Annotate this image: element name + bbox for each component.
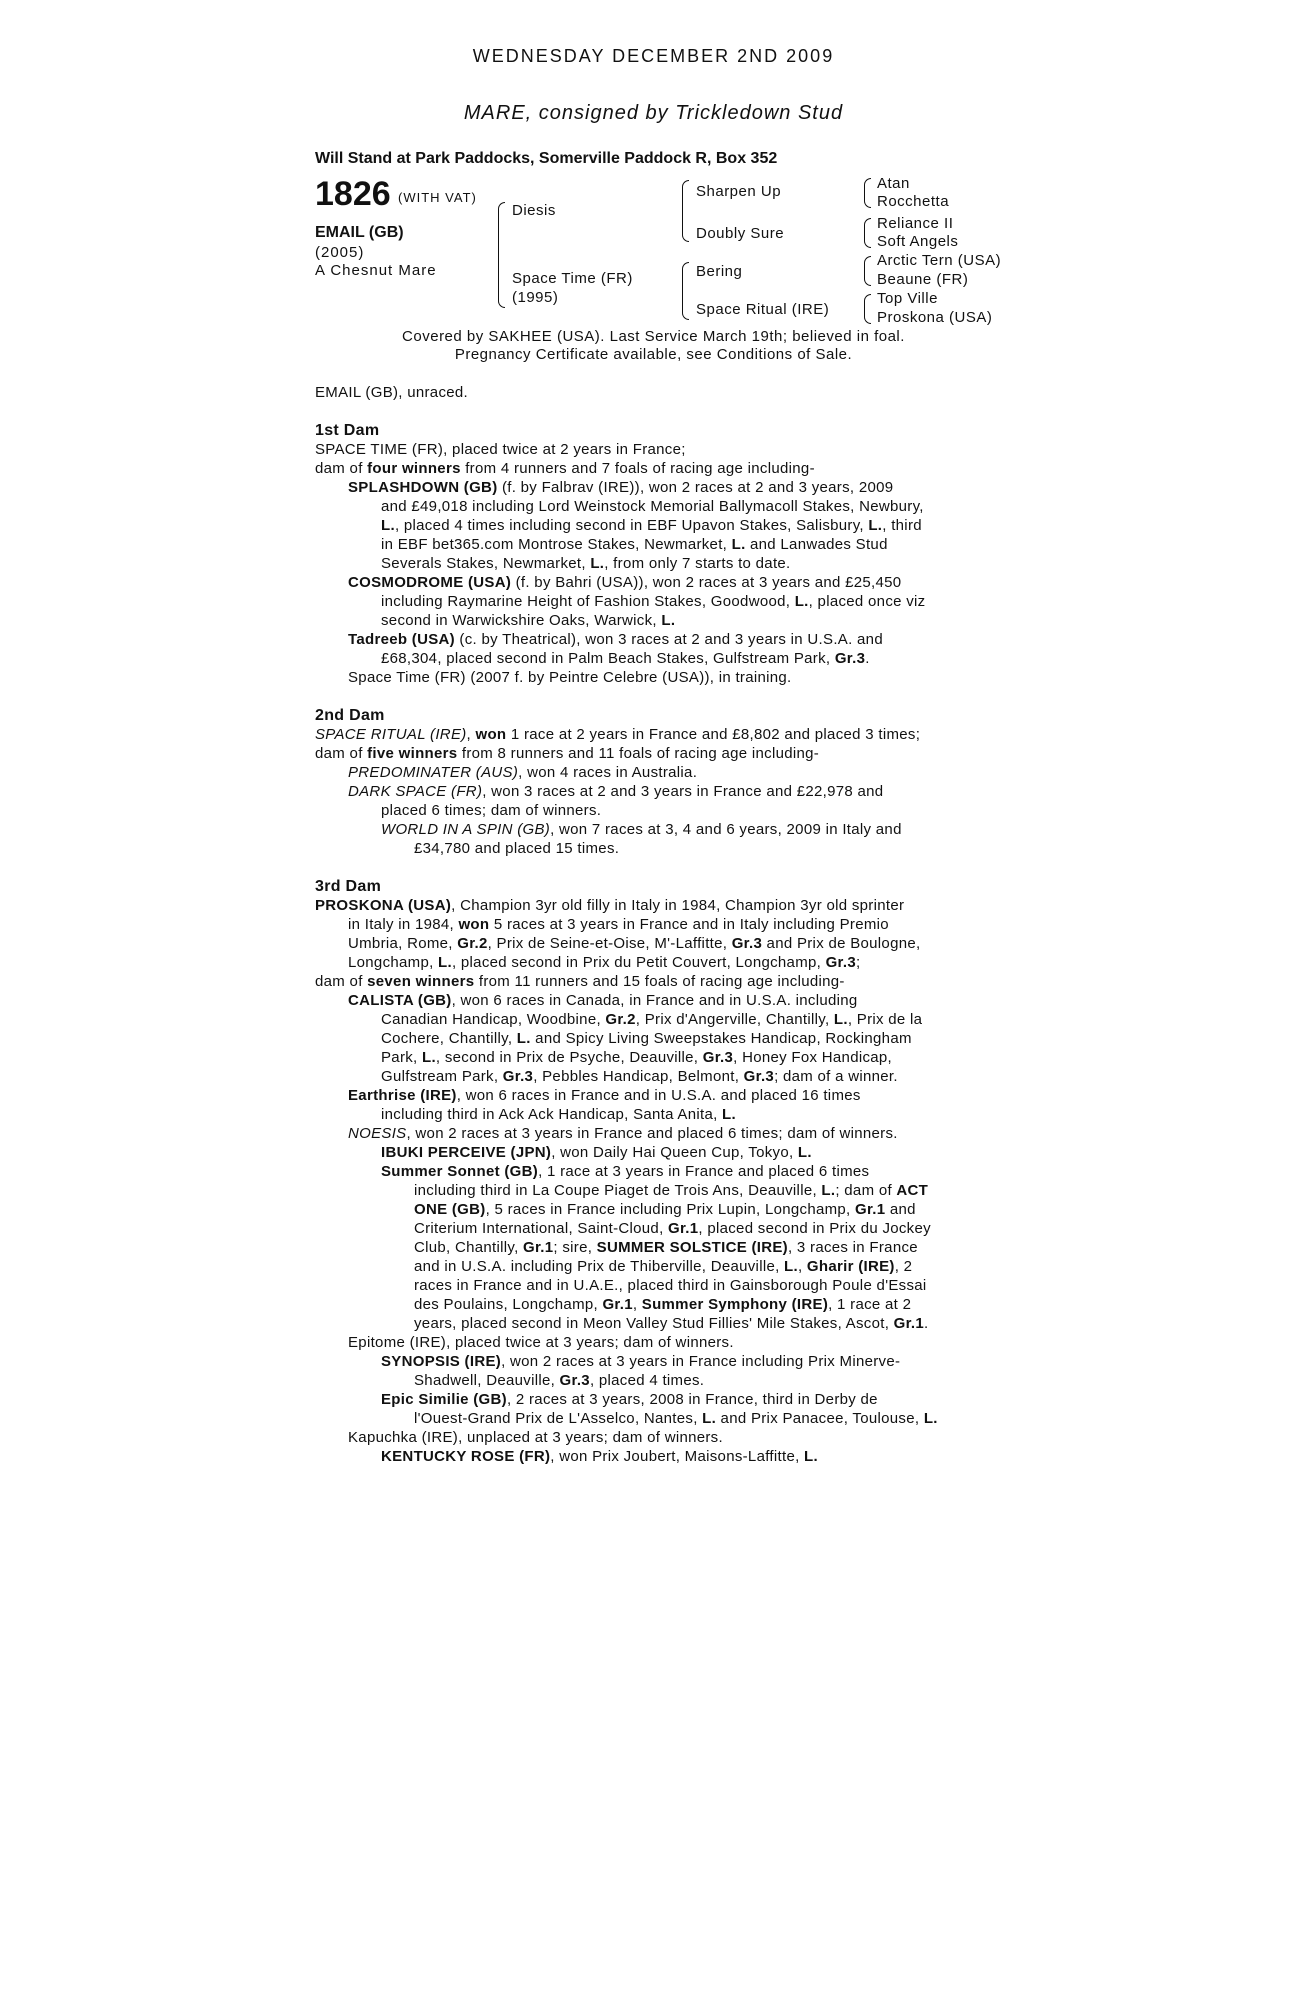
dam-produce-summary: dam of seven winners from 11 runners and 15 foals of racing age including- (315, 973, 845, 990)
pedigree-brace (864, 218, 871, 248)
produce-entry: WORLD IN A SPIN (GB), won 7 races at 3, 4 and 6 years, 2009 in Italy and £34,780 and placed 15 times. (381, 821, 902, 857)
dam-produce-summary: dam of four winners from 4 runners and 7 foals of racing age including- (315, 460, 815, 477)
first-dam-section (315, 421, 995, 687)
section-heading: 2nd Dam (315, 707, 385, 724)
lot-number: 1826 (315, 175, 391, 213)
pedigree-brace (864, 178, 871, 208)
sire-dam: Doubly Sure (696, 225, 785, 242)
sire: Diesis (512, 202, 556, 219)
pedigree-brace (498, 202, 505, 308)
section-heading: 1st Dam (315, 422, 380, 439)
gg-8: Proskona (USA) (877, 309, 993, 326)
gg-4: Soft Angels (877, 233, 959, 250)
third-dam-section (315, 877, 995, 1466)
pedigree-brace (864, 294, 871, 324)
stand-location: Will Stand at Park Paddocks, Somerville Paddock R, Box 352 (315, 150, 778, 167)
produce-entry: SYNOPSIS (IRE), won 2 races at 3 years in France including Prix Minerve- Shadwell, Deauville, Gr.3, placed 4 times. (381, 1353, 901, 1389)
covering-note (0, 328, 1307, 364)
pedigree-brace (682, 262, 689, 320)
gg-7: Top Ville (877, 290, 938, 307)
produce-entry: Epic Similie (GB), 2 races at 3 years, 2008 in France, third in Derby de l'Ouest-Grand Prix de L'Asselco, Nantes, L. and Prix Panacee, Toulouse, L. (381, 1391, 938, 1427)
second-dam-section (315, 706, 995, 858)
pedigree-brace (682, 180, 689, 242)
dam-dam: Space Ritual (IRE) (696, 301, 830, 318)
produce-entry: NOESIS, won 2 races at 3 years in France and placed 6 times; dam of winners. (348, 1125, 898, 1142)
dam: Space Time (FR) (512, 270, 633, 287)
sale-date: WEDNESDAY DECEMBER 2ND 2009 (472, 46, 835, 66)
gg-2: Rocchetta (877, 193, 950, 210)
produce-entry: DARK SPACE (FR), won 3 races at 2 and 3 years in France and £22,978 and placed 6 times; dam of winners. (348, 783, 884, 819)
gg-1: Atan (877, 175, 910, 192)
produce-entry: PREDOMINATER (AUS), won 4 races in Australia. (348, 764, 698, 781)
dam-year: (1995) (512, 289, 559, 306)
horse-name: EMAIL (GB) (315, 224, 404, 241)
produce-entry: COSMODROME (USA) (f. by Bahri (USA)), won 2 races at 3 years and £25,450 including Raymarine Height of Fashion Stakes, Goodwood, L., placed once viz second in Warwickshire Oaks, Warwick, L. (348, 574, 926, 629)
unraced-note: EMAIL (GB), unraced. (315, 384, 468, 401)
dam-record: SPACE TIME (FR), placed twice at 2 years in France; (315, 441, 686, 458)
produce-entry: Kapuchka (IRE), unplaced at 3 years; dam of winners. (348, 1429, 723, 1446)
dam-sire: Bering (696, 263, 743, 280)
produce-entry: IBUKI PERCEIVE (JPN), won Daily Hai Queen Cup, Tokyo, L. (381, 1144, 812, 1161)
produce-entry: Space Time (FR) (2007 f. by Peintre Celebre (USA)), in training. (348, 669, 792, 686)
dam-record: PROSKONA (USA), Champion 3yr old filly in Italy in 1984, Champion 3yr old sprinter in Italy in 1984, won 5 races at 3 years in France and in Italy including Premio Umbria, Rome, Gr.2, Prix de Seine-et-Oise, M'-Laffitte, Gr.3 and Prix de Boulogne, Longchamp, L., placed second in Prix du Petit Couvert, Longchamp, Gr.3; (315, 897, 921, 971)
produce-entry: Tadreeb (USA) (c. by Theatrical), won 3 races at 2 and 3 years in U.S.A. and £68,304, placed second in Palm Beach Stakes, Gulfstream Park, Gr.3. (348, 631, 883, 667)
covering-line: Covered by SAKHEE (USA). Last Service March 19th; believed in foal. (402, 328, 905, 345)
sire-sire: Sharpen Up (696, 183, 782, 200)
gg-5: Arctic Tern (USA) (877, 252, 1002, 269)
produce-entry: SPLASHDOWN (GB) (f. by Falbrav (IRE)), won 2 races at 2 and 3 years, 2009 and £49,018 including Lord Weinstock Memorial Ballymacoll Stakes, Newbury, L., placed 4 times including second in EBF Upavon Stakes, Salisbury, L., third in EBF bet365.com Montrose Stakes, Newmarket, L. and Lanwades Stud Severals Stakes, Newmarket, L., from only 7 starts to date. (348, 479, 924, 572)
pedigree-brace (864, 256, 871, 286)
produce-entry: Earthrise (IRE), won 6 races in France and in U.S.A. and placed 16 times including third in Ack Ack Handicap, Santa Anita, L. (348, 1087, 861, 1123)
consignment-title: MARE, consigned by Trickledown Stud (463, 102, 844, 124)
section-heading: 3rd Dam (315, 878, 382, 895)
produce-entry: Epitome (IRE), placed twice at 3 years; dam of winners. (348, 1334, 734, 1351)
vat-note: (WITH VAT) (398, 190, 477, 205)
dam-record: SPACE RITUAL (IRE), won 1 race at 2 years in France and £8,802 and placed 3 times; (315, 726, 921, 743)
produce-entry: KENTUCKY ROSE (FR), won Prix Joubert, Maisons-Laffitte, L. (381, 1448, 818, 1465)
produce-entry: CALISTA (GB), won 6 races in Canada, in France and in U.S.A. including Canadian Handicap, Woodbine, Gr.2, Prix d'Angerville, Chantilly, L., Prix de la Cochere, Chantilly, L. and Spicy Living Sweepstakes Handicap, Rockingham Park, L., second in Prix de Psyche, Deauville, Gr.3, Honey Fox Handicap, Gulfstream Park, Gr.3, Pebbles Handicap, Belmont, Gr.3; dam of a winner. (348, 992, 923, 1085)
horse-year: (2005) (315, 244, 365, 261)
horse-description: A Chesnut Mare (315, 262, 437, 279)
dam-produce-summary: dam of five winners from 8 runners and 11 foals of racing age including- (315, 745, 820, 762)
produce-entry: Summer Sonnet (GB), 1 race at 3 years in France and placed 6 times including third in La Coupe Piaget de Trois Ans, Deauville, L.; dam of ACT ONE (GB), 5 races in France including Prix Lupin, Longchamp, Gr.1 and Criterium International, Saint-Cloud, Gr.1, placed second in Prix du Jockey Club, Chantilly, Gr.1; sire, SUMMER SOLSTICE (IRE), 3 races in France and in U.S.A. including Prix de Thiberville, Deauville, L., Gharir (IRE), 2 races in France and in U.A.E., placed third in Gainsborough Poule d'Essai des Poulains, Longchamp, Gr.1, Summer Symphony (IRE), 1 race at 2 years, placed second in Meon Valley Stud Fillies' Mile Stakes, Ascot, Gr.1. (381, 1163, 931, 1332)
certificate-line: Pregnancy Certificate available, see Conditions of Sale. (454, 346, 853, 363)
gg-3: Reliance II (877, 215, 954, 232)
gg-6: Beaune (FR) (877, 271, 969, 288)
